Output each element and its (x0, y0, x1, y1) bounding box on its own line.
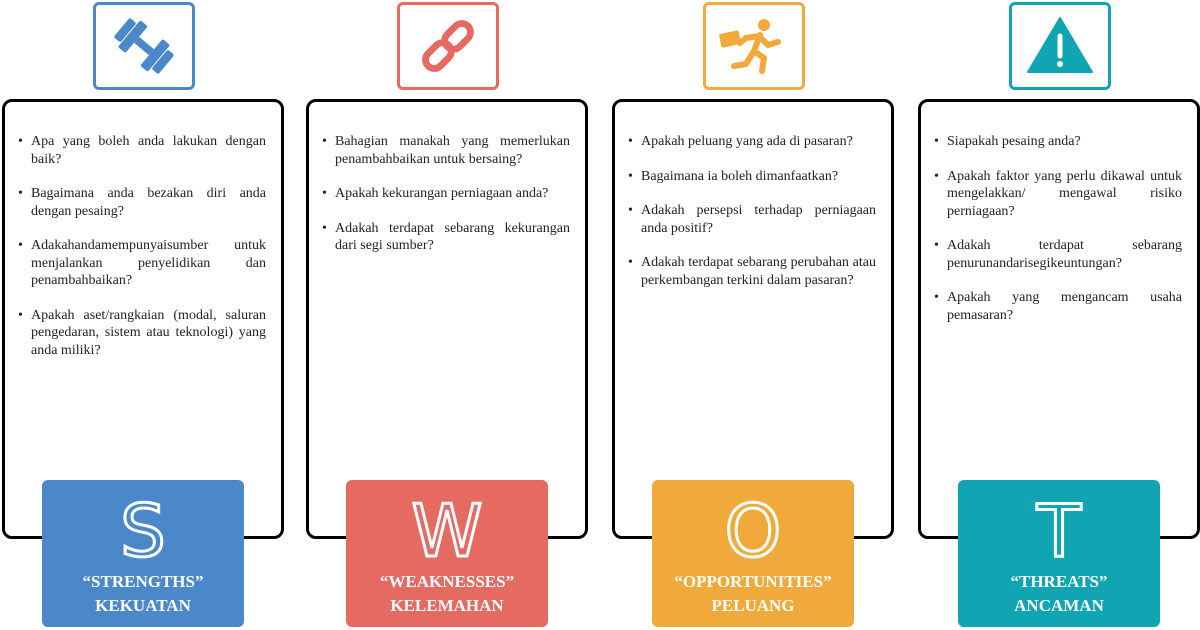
weaknesses-list (322, 133, 570, 272)
threats-column (918, 0, 1200, 630)
weaknesses-label-box (346, 480, 548, 627)
weaknesses-card (306, 99, 588, 539)
threats-list (934, 133, 1182, 341)
opportunities-item: • Bagaimana ia boleh dimanfaatkan? (628, 168, 876, 186)
strengths-item: • Apakah aset/rangkaian (modal, saluran pengedaran, sistem atau teknologi) yang anda miliki? (18, 307, 266, 360)
strengths-subtitle: KEKUATAN (95, 596, 191, 615)
opportunities-letter: O (724, 489, 782, 573)
strengths-letter: S (120, 489, 166, 573)
threats-item: • Siapakah pesaing anda? (934, 133, 1182, 151)
strengths-item: • Bagaimana anda bezakan diri anda dengan pesaing? (18, 185, 266, 220)
strengths-title: “STRENGTHS” (82, 572, 204, 591)
threats-item: • Apakah yang mengancam usaha pemasaran? (934, 289, 1182, 324)
threats-letter: T (1037, 489, 1081, 573)
strengths-list (18, 133, 266, 376)
strengths-item: • Apa yang boleh anda lakukan dengan baik? (18, 133, 266, 168)
opportunities-title: “OPPORTUNITIES” (674, 572, 832, 591)
strengths-label-box (42, 480, 244, 627)
opportunities-item: • Apakah peluang yang ada di pasaran? (628, 133, 876, 151)
opportunities-item: • Adakah terdapat sebarang perubahan atau perkembangan terkini dalam pasaran? (628, 254, 876, 289)
threats-card (918, 99, 1200, 539)
opportunities-subtitle: PELUANG (711, 596, 795, 615)
weaknesses-subtitle: KELEMAHAN (390, 596, 504, 615)
weaknesses-title: “WEAKNESSES” (379, 572, 515, 591)
threats-icon-box (1009, 2, 1111, 90)
opportunities-icon-box (703, 2, 805, 90)
strengths-column (2, 0, 284, 630)
threats-title: “THREATS” (1010, 572, 1108, 591)
strengths-icon-box (93, 2, 195, 90)
weaknesses-item: • Adakah terdapat sebarang kekurangan dari segi sumber? (322, 220, 570, 255)
dumbbell-icon (110, 12, 178, 80)
opportunities-label-box (652, 480, 854, 627)
weaknesses-icon-box (397, 2, 499, 90)
weaknesses-letter: W (411, 489, 483, 573)
strengths-card (2, 99, 284, 539)
opportunities-card (612, 99, 894, 539)
weaknesses-column (306, 0, 588, 630)
weaknesses-item: • Bahagian manakah yang memerlukan penambahbaikan untuk bersaing? (322, 133, 570, 168)
weaknesses-item: • Apakah kekurangan perniagaan anda? (322, 185, 570, 203)
threats-item: • Apakah faktor yang perlu dikawal untuk mengelakkan/ mengawal risiko perniagaan? (934, 168, 1182, 221)
opportunities-item: • Adakah persepsi terhadap perniagaan anda positif? (628, 202, 876, 237)
threats-label-box (958, 480, 1160, 627)
threats-subtitle: ANCAMAN (1014, 596, 1104, 615)
threats-item: • Adakah terdapat sebarang penurunandarisegikeuntungan? (934, 237, 1182, 272)
running-man-icon (718, 16, 790, 76)
opportunities-list (628, 133, 876, 306)
chain-link-icon (414, 12, 482, 80)
warning-triangle-icon (1024, 14, 1096, 78)
strengths-item: • Adakahandamempunyaisumber untuk menjalankan penyelidikan dan penambahbaikan? (18, 237, 266, 290)
opportunities-column (612, 0, 894, 630)
